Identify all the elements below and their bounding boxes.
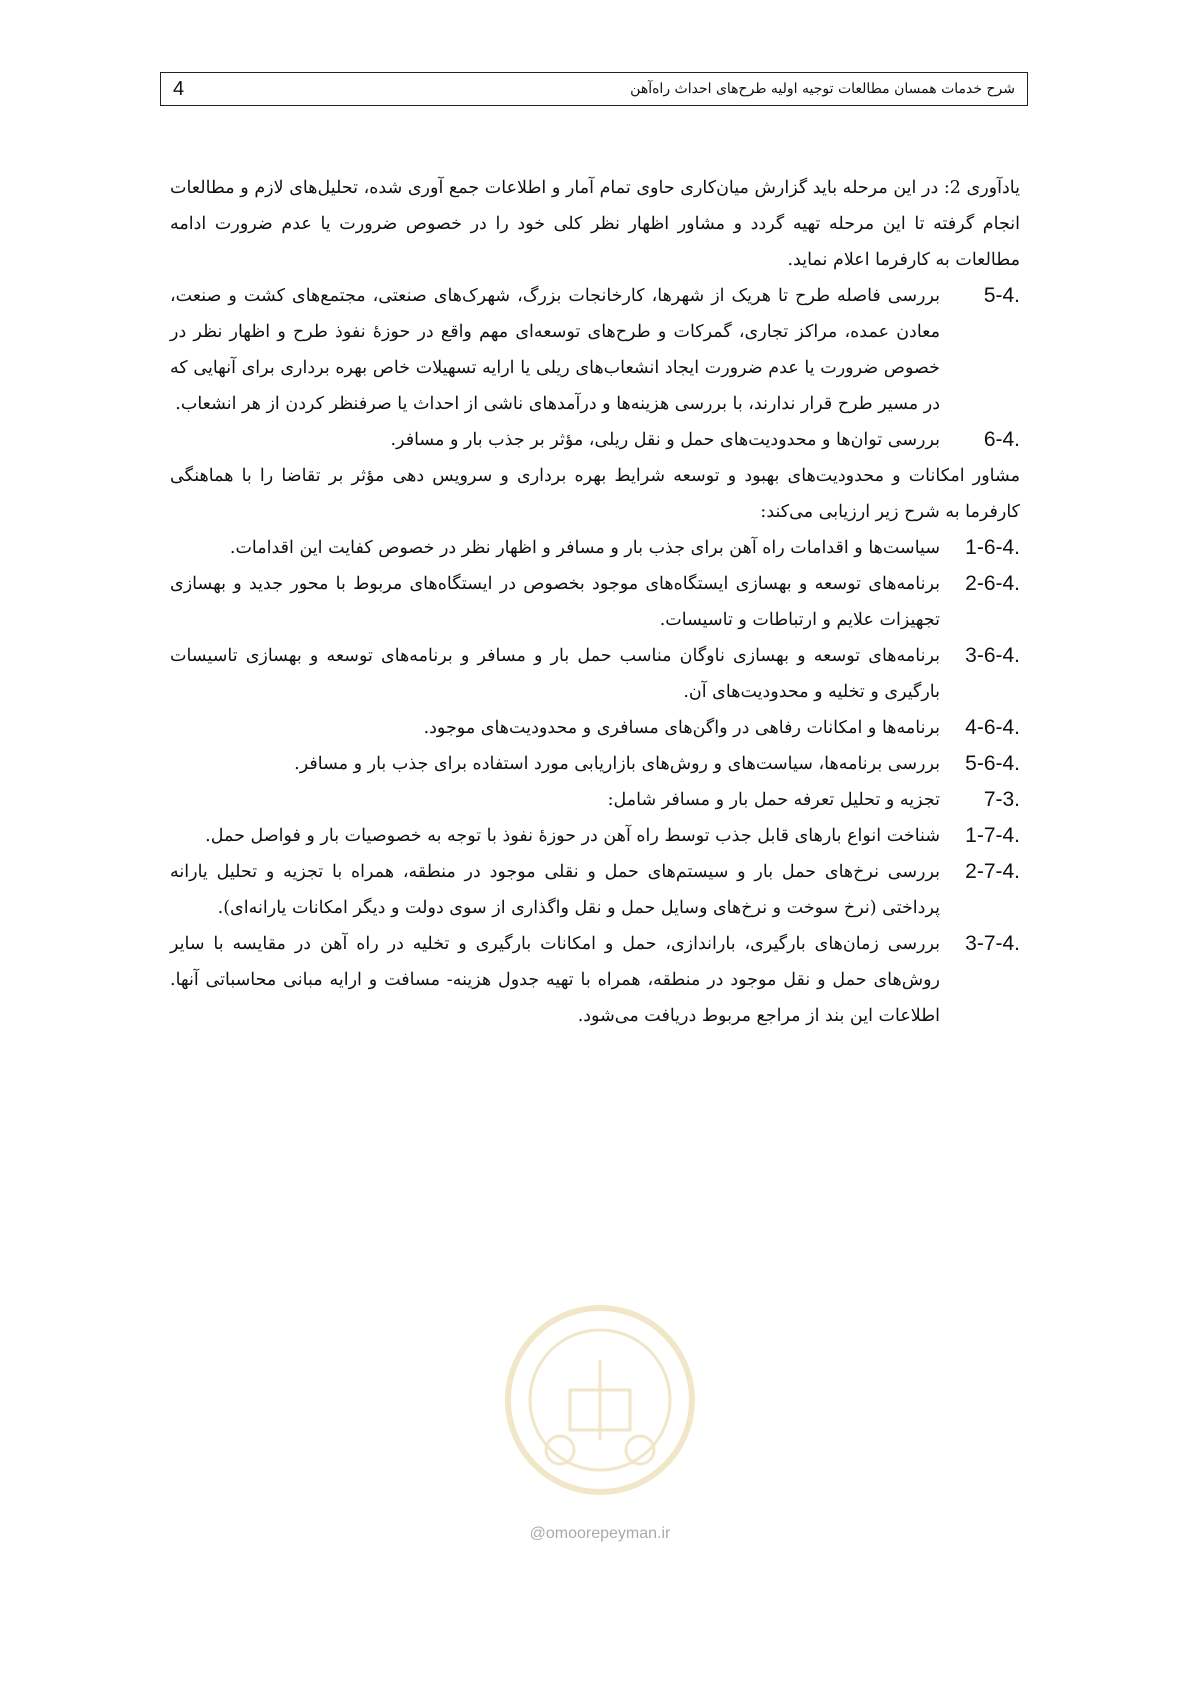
- list-item: [170, 422, 1020, 458]
- header-title: شرح خدمات همسان مطالعات توجیه اولیه طرح‌های احداث راه‌آهن: [630, 81, 1015, 97]
- item-text: بررسی توان‌ها و محدودیت‌های حمل و نقل ریلی، مؤثر بر جذب بار و مسافر.: [390, 430, 940, 450]
- item-number: 2-6-4.: [965, 572, 1020, 595]
- item-text: تجزیه و تحلیل تعرفه حمل بار و مسافر شامل:: [607, 790, 940, 810]
- item-text: بررسی زمان‌های بارگیری، باراندازی، حمل و امکانات بارگیری و تخلیه در راه آهن در مقایسه با سایر روش‌های حمل و نقل موجود در منطقه، همراه با تهیه جدول هزینه- مسافت و ارایه مبانی محاسباتی آنها. اطلاعات این بند از مراجع مربوط دریافت می‌شود.: [170, 934, 940, 1026]
- item-number: 6-4.: [983, 428, 1020, 451]
- watermark-logo-icon: [500, 1300, 700, 1500]
- item-text: برنامه‌های توسعه و بهسازی ایستگاه‌های موجود بخصوص در ایستگاه‌های مربوط با محور جدید و بهسازی تجهیزات علایم و ارتباطات و تاسیسات.: [170, 574, 940, 630]
- list-item: [170, 782, 1020, 818]
- item-number: 1-6-4.: [965, 536, 1020, 559]
- item-number: 3-6-4.: [965, 644, 1020, 667]
- document-body: [170, 170, 1020, 1034]
- note-paragraph: [170, 170, 1020, 278]
- item-text: بررسی نرخ‌های حمل بار و سیستم‌های حمل و نقلی موجود در منطقه، همراه با تجزیه و تحلیل یارانه پرداختی (نرخ سوخت و نرخ‌های وسایل حمل و نقل واگذاری از سوی دولت و دیگر امکانات یارانه‌ای).: [170, 862, 940, 918]
- item-number: 2-7-4.: [965, 860, 1020, 883]
- item-text: بررسی فاصله طرح تا هریک از شهرها، کارخانجات بزرگ، شهرک‌های صنعتی، مجتمع‌های کشت و صنعت، معادن عمده، مراکز تجاری، گمرکات و طرح‌های توسعه‌ای مهم واقع در حوزهٔ نفوذ طرح و اظهار نظر در خصوص ضرورت یا عدم ضرورت ایجاد انشعاب‌های ریلی یا ارایه تسهیلات خاص بهره برداری برای آنهایی که در مسیر طرح قرار ندارند، با بررسی هزینه‌ها و درآمدهای ناشی از احداث یا صرفنظر کردن از هر انشعاب.: [170, 286, 940, 414]
- item-number: 5-4.: [983, 284, 1020, 307]
- page-number: 4: [173, 77, 185, 100]
- note-label: یادآوری 2:: [943, 178, 1020, 198]
- page-header: [160, 72, 1028, 106]
- list-item: [170, 458, 1020, 530]
- item-number: 5-6-4.: [965, 752, 1020, 775]
- item-number: 4-6-4.: [965, 716, 1020, 739]
- item-number: 3-7-4.: [965, 932, 1020, 955]
- list-item: [170, 854, 1020, 926]
- list-item: [170, 530, 1020, 566]
- watermark-site: @omoorepeyman.ir: [529, 1525, 671, 1542]
- list-item: [170, 818, 1020, 854]
- item-text: سیاست‌ها و اقدامات راه آهن برای جذب بار و مسافر و اظهار نظر در خصوص کفایت این اقدامات.: [229, 538, 940, 558]
- item-text: برنامه‌ها و امکانات رفاهی در واگن‌های مسافری و محدودیت‌های موجود.: [423, 718, 940, 738]
- item-text: شناخت انواع بارهای قابل جذب توسط راه آهن در حوزهٔ نفوذ با توجه به خصوصیات بار و فواصل حمل.: [205, 826, 940, 846]
- list-item: [170, 746, 1020, 782]
- list-item: [170, 638, 1020, 710]
- item-number: 1-7-4.: [965, 824, 1020, 847]
- item-text: برنامه‌های توسعه و بهسازی ناوگان مناسب حمل بار و مسافر و برنامه‌های توسعه و بهسازی تاسیسات بارگیری و تخلیه و محدودیت‌های آن.: [170, 646, 940, 702]
- item-text: مشاور امکانات و محدودیت‌های بهبود و توسعه شرایط بهره برداری و سرویس دهی مؤثر بر تقاضا را با هماهنگی کارفرما به شرح زیر ارزیابی می‌کند:: [170, 466, 1020, 522]
- note-text: در این مرحله باید گزارش میان‌کاری حاوی تمام آمار و اطلاعات جمع آوری شده، تحلیل‌های لازم و مطالعات انجام گرفته تا این مرحله تهیه گردد و مشاور اظهار نظر کلی خود را در خصوص ضرورت یا عدم ضرورت ادامه مطالعات به کارفرما اعلام نماید.: [170, 178, 1020, 270]
- item-number: 7-3.: [983, 788, 1020, 811]
- list-item: [170, 710, 1020, 746]
- list-item: [170, 566, 1020, 638]
- list-item: [170, 926, 1020, 1034]
- items-list: [170, 278, 1020, 1034]
- item-text: بررسی برنامه‌ها، سیاست‌های و روش‌های بازاریابی مورد استفاده برای جذب بار و مسافر.: [294, 754, 940, 774]
- list-item: [170, 278, 1020, 422]
